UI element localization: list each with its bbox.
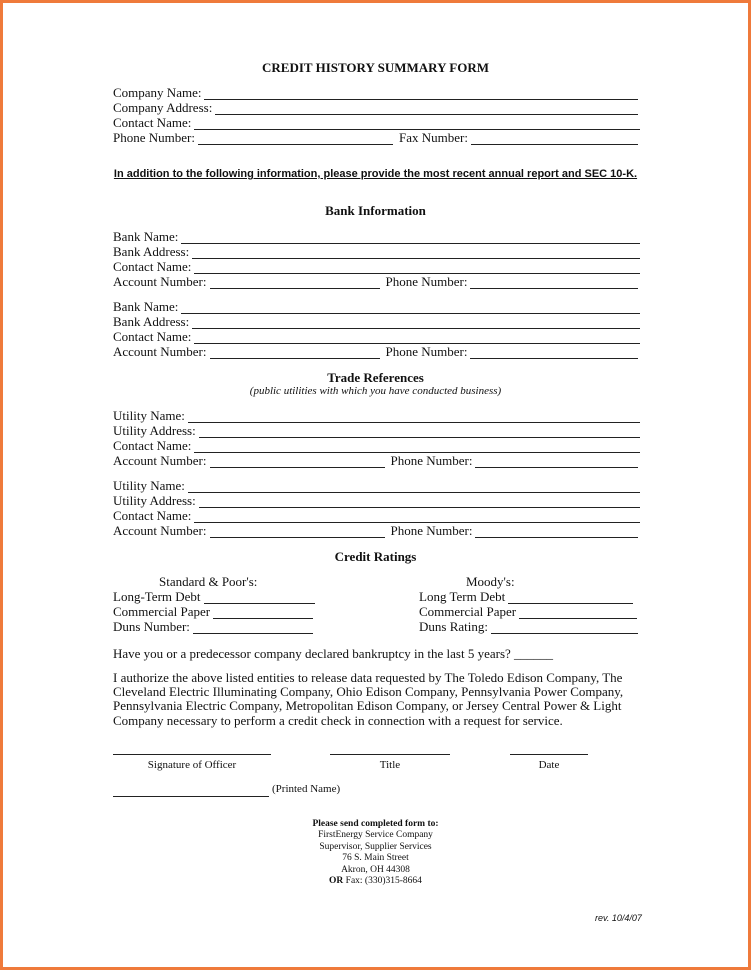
company-contact-field[interactable] [113, 115, 640, 130]
input-line[interactable] [188, 411, 640, 423]
fax-input-line[interactable] [471, 133, 638, 145]
ratings-heading: Credit Ratings [334, 549, 417, 564]
account-input-line[interactable] [210, 277, 380, 289]
input-line[interactable] [199, 496, 640, 508]
account-input-line[interactable] [210, 526, 385, 538]
phone-input-line[interactable] [475, 526, 638, 538]
send-line: Supervisor, Supplier Services [319, 841, 432, 852]
label: Long Term Debt [419, 589, 506, 604]
bank-contact-field[interactable] [113, 329, 640, 344]
bank-contact-field[interactable] [113, 259, 640, 274]
label: Phone Number: [385, 274, 468, 289]
label: Utility Name: [113, 478, 185, 493]
trade-name-field[interactable] [113, 408, 640, 423]
revision-date: rev. 10/4/07 [595, 913, 642, 923]
input-line[interactable] [192, 247, 640, 259]
send-fax [3, 876, 748, 887]
date-label: Date [538, 759, 560, 771]
or-label: OR [329, 876, 344, 887]
bank-heading: Bank Information [325, 203, 426, 218]
label: Account Number: [113, 523, 207, 538]
send-heading: Please send completed form to: [312, 819, 439, 829]
label: Contact Name: [113, 329, 192, 344]
sp-duns-number[interactable] [113, 619, 313, 634]
label: Commercial Paper [113, 604, 211, 619]
label: Bank Name: [113, 229, 179, 244]
moodys-long-term-debt[interactable] [419, 589, 633, 604]
sp-long-term-debt[interactable] [113, 589, 315, 604]
moodys-title: Moody's: [466, 574, 515, 589]
signature-line[interactable] [113, 743, 271, 755]
phone-input-line[interactable] [198, 133, 393, 145]
input-line[interactable] [204, 88, 638, 100]
date-line[interactable] [510, 743, 588, 755]
input-line[interactable] [508, 592, 633, 604]
input-line[interactable] [215, 103, 638, 115]
label: Contact Name: [113, 508, 192, 523]
bank-name-field[interactable] [113, 229, 640, 244]
label: Company Address: [113, 100, 213, 115]
account-input-line[interactable] [210, 456, 385, 468]
bank-account-phone-field[interactable] [113, 274, 638, 289]
moodys-commercial-paper[interactable] [419, 604, 637, 619]
input-line[interactable] [199, 426, 640, 438]
fax-number: Fax: (330)315-8664 [345, 876, 422, 887]
trade-address-field[interactable] [113, 423, 640, 438]
label: Phone Number: [390, 453, 473, 468]
input-line[interactable] [193, 622, 313, 634]
label: Utility Address: [113, 423, 196, 438]
send-line: 76 S. Main Street [342, 853, 409, 864]
label: Bank Address: [113, 314, 190, 329]
moodys-duns-rating[interactable] [419, 619, 638, 634]
label: Utility Name: [113, 408, 185, 423]
input-line[interactable] [194, 511, 640, 523]
bank-account-phone-field[interactable] [113, 344, 638, 359]
title-line[interactable] [330, 743, 450, 755]
input-line[interactable] [188, 481, 640, 493]
label: Fax Number: [398, 130, 468, 145]
trade-name-field[interactable] [113, 478, 640, 493]
label: Phone Number: [385, 344, 468, 359]
send-to-block [3, 819, 748, 887]
printed-name-field[interactable] [113, 782, 340, 797]
label: (Printed Name) [272, 783, 341, 795]
trade-address-field[interactable] [113, 493, 640, 508]
trade-account-phone-field[interactable] [113, 453, 638, 468]
label: Duns Rating: [419, 619, 488, 634]
label: Contact Name: [113, 438, 192, 453]
label: Company Name: [113, 85, 202, 100]
label: Account Number: [113, 453, 207, 468]
authorization-paragraph: I authorize the above listed entities to release data requested by The Toledo Edison Company, The Cleveland Electric Illuminating Company, Ohio Edison Company, Pennsylvania Power Company, Pennsylvania Electric Company, Metropolitan Edison Company, or Jersey Central Power & Light Company necessary to perform a credit check in connection with a request for service. [113, 670, 624, 728]
company-address-field[interactable] [113, 100, 638, 115]
sp-title: Standard & Poor's: [159, 574, 258, 589]
input-line[interactable] [491, 622, 638, 634]
phone-input-line[interactable] [475, 456, 638, 468]
company-name-field[interactable] [113, 85, 638, 100]
label: Contact Name: [113, 115, 192, 130]
input-line[interactable] [194, 332, 640, 344]
input-line[interactable] [181, 302, 640, 314]
company-phone-fax-field[interactable] [113, 130, 638, 145]
label: Duns Number: [113, 619, 190, 634]
label: Account Number: [113, 274, 207, 289]
sp-commercial-paper[interactable] [113, 604, 313, 619]
form-title: CREDIT HISTORY SUMMARY FORM [262, 60, 489, 75]
account-input-line[interactable] [210, 347, 380, 359]
trade-subtitle: (public utilities with which you have conducted business) [249, 385, 502, 397]
label: Phone Number: [113, 130, 195, 145]
input-line[interactable] [194, 118, 640, 130]
signature-label: Signature of Officer [147, 759, 237, 771]
label: Contact Name: [113, 259, 192, 274]
input-line[interactable] [204, 592, 315, 604]
input-line[interactable] [519, 607, 637, 619]
bank-name-field[interactable] [113, 299, 640, 314]
trade-heading: Trade References [327, 370, 424, 385]
trade-contact-field[interactable] [113, 438, 640, 453]
label: Phone Number: [390, 523, 473, 538]
input-line[interactable] [181, 232, 640, 244]
annual-report-notice: In addition to the following information, please provide the most recent annual report and SEC 10-K. [113, 168, 638, 180]
bankruptcy-question[interactable]: Have you or a predecessor company declared bankruptcy in the last 5 years? ______ [113, 646, 554, 661]
phone-input-line[interactable] [470, 277, 638, 289]
input-line[interactable] [192, 317, 640, 329]
input-line[interactable] [194, 262, 640, 274]
input-line[interactable] [194, 441, 640, 453]
title-label: Title [379, 759, 401, 771]
label: Commercial Paper [419, 604, 517, 619]
send-line: Akron, OH 44308 [341, 864, 410, 875]
bank-address-field[interactable] [113, 314, 640, 329]
label: Utility Address: [113, 493, 196, 508]
input-line[interactable] [213, 607, 313, 619]
bank-address-field[interactable] [113, 244, 640, 259]
trade-contact-field[interactable] [113, 508, 640, 523]
label: Long-Term Debt [113, 589, 201, 604]
input-line[interactable] [113, 785, 269, 797]
label: Account Number: [113, 344, 207, 359]
label: Bank Name: [113, 299, 179, 314]
send-line: FirstEnergy Service Company [318, 830, 433, 841]
label: Bank Address: [113, 244, 190, 259]
phone-input-line[interactable] [470, 347, 638, 359]
trade-account-phone-field[interactable] [113, 523, 638, 538]
